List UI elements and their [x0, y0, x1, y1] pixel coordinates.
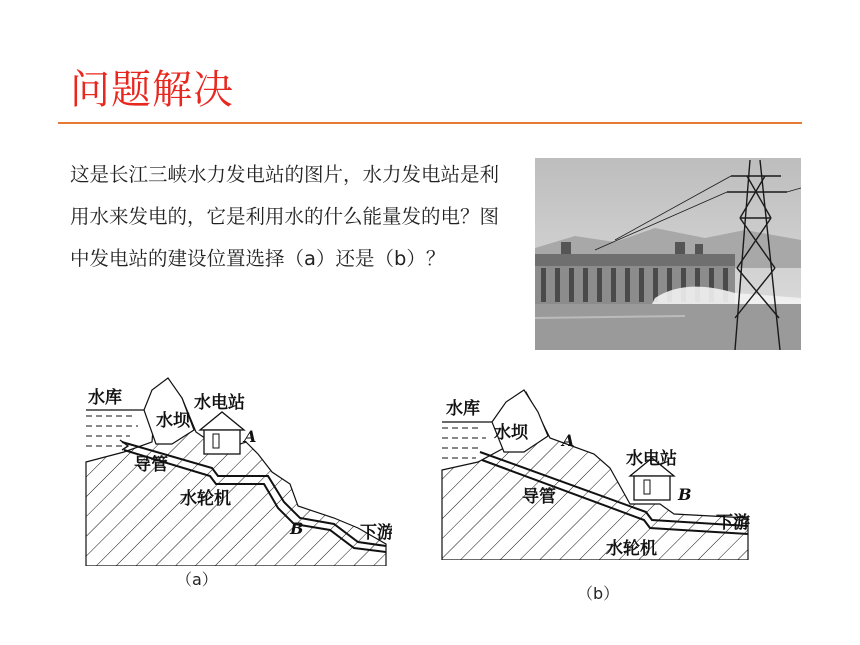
label-point-a-b: A: [562, 431, 575, 450]
label-point-b-a: B: [290, 519, 304, 538]
label-pipe-b: 导管: [522, 487, 556, 507]
label-point-b-b: B: [678, 485, 692, 504]
label-turbine-b: 水轮机: [606, 539, 657, 559]
label-turbine-a: 水轮机: [180, 489, 231, 509]
caption-b: （b）: [577, 584, 620, 603]
diagram-b: [434, 388, 754, 560]
diagram-a: [72, 372, 392, 566]
label-downstream-a: 下游: [360, 523, 392, 543]
dam-photo: [535, 158, 801, 350]
label-reservoir-a: 水库: [88, 388, 122, 408]
label-pipe-a: 导管: [134, 455, 168, 475]
label-point-a-a: A: [244, 427, 257, 446]
diagram-a-drawing: [72, 372, 392, 566]
title-divider: [58, 122, 802, 124]
caption-a: （a）: [176, 570, 218, 589]
question-text: 这是长江三峡水力发电站的图片，水力发电站是利用水来发电的，它是利用水的什么能量发的电？图中发电站的建设位置选择（a）还是（b）？: [70, 163, 500, 270]
dam-photo-illustration: [535, 158, 801, 350]
label-station-b: 水电站: [626, 449, 677, 469]
label-dam-a: 水坝: [156, 411, 190, 431]
label-dam-b: 水坝: [494, 423, 528, 443]
label-station-a: 水电站: [194, 393, 245, 413]
label-downstream-b: 下游: [716, 513, 750, 533]
page-title: 问题解决: [70, 67, 234, 113]
diagram-b-drawing: [434, 388, 754, 560]
label-reservoir-b: 水库: [446, 399, 480, 419]
